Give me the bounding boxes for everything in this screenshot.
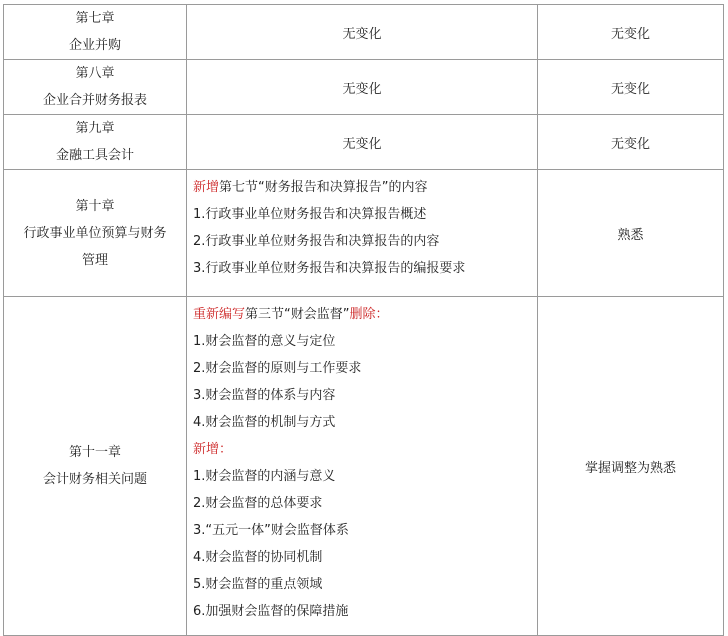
requirement-cell: 掌握调整为熟悉 (538, 297, 724, 636)
table-row (4, 5, 724, 60)
chapter-cell (4, 5, 187, 60)
deleted-item: 4.财会监督的机制与方式 (193, 415, 336, 430)
deleted-item: 1.财会监督的意义与定位 (193, 334, 336, 349)
chapter-title: 金融工具会计 (55, 148, 134, 163)
added-item: 1.财会监督的内涵与意义 (193, 469, 336, 484)
added-item: 6.加强财会监督的保障措施 (193, 604, 349, 619)
chapter-title: 企业合并财务报表 (42, 93, 147, 108)
added-item: 2.财会监督的总体要求 (193, 496, 323, 511)
list-item: 3.行政事业单位财务报告和决算报告的编报要求 (193, 261, 466, 276)
requirement-cell: 无变化 (538, 115, 724, 170)
table-row (4, 297, 724, 636)
deleted-item: 2.财会监督的原则与工作要求 (193, 361, 362, 376)
deleted-tag: 删除： (349, 307, 389, 322)
added-tag: 新增 (193, 180, 220, 195)
chapter-cell (4, 170, 187, 297)
chapter-title: 会计财务相关问题 (42, 472, 147, 487)
list-item: 2.行政事业单位财务报告和决算报告的内容 (193, 234, 440, 249)
chapter-cell (4, 297, 187, 636)
change-cell: 无变化 (187, 60, 538, 115)
table-row (4, 60, 724, 115)
requirement-cell: 无变化 (538, 5, 724, 60)
change-cell: 无变化 (187, 5, 538, 60)
change-header (193, 301, 537, 328)
change-cell (187, 297, 538, 636)
added-item: 3.“五元一体”财会监督体系 (193, 523, 349, 538)
chapter-cell (4, 60, 187, 115)
chapter-title-cont: 管理 (81, 252, 108, 268)
chapter-number: 第八章 (75, 66, 115, 81)
change-header (193, 174, 537, 201)
chapter-title: 行政事业单位预算与财务 (23, 225, 167, 241)
chapter-number: 第十一章 (68, 445, 121, 460)
chapter-number: 第九章 (75, 121, 115, 136)
list-item: 1.行政事业单位财务报告和决算报告概述 (193, 207, 427, 222)
change-cell (187, 170, 538, 297)
chapter-cell (4, 115, 187, 170)
requirement-cell: 熟悉 (538, 170, 724, 297)
added-item: 4.财会监督的协同机制 (193, 550, 323, 565)
deleted-item: 3.财会监督的体系与内容 (193, 388, 336, 403)
added-label: 新增： (193, 442, 233, 457)
chapter-title: 企业并购 (68, 38, 121, 53)
added-item: 5.财会监督的重点领域 (193, 577, 323, 592)
change-header-text: 第三节“财会监督” (245, 307, 350, 322)
requirement-cell: 无变化 (538, 60, 724, 115)
chapter-number: 第七章 (75, 11, 115, 26)
change-header-text: 第七节“财务报告和决算报告”的内容 (219, 180, 428, 195)
table-row (4, 170, 724, 297)
table-row (4, 115, 724, 170)
change-cell: 无变化 (187, 115, 538, 170)
chapter-number: 第十章 (75, 198, 115, 214)
chapter-changes-table (3, 4, 724, 636)
rewritten-tag: 重新编写 (193, 307, 246, 322)
